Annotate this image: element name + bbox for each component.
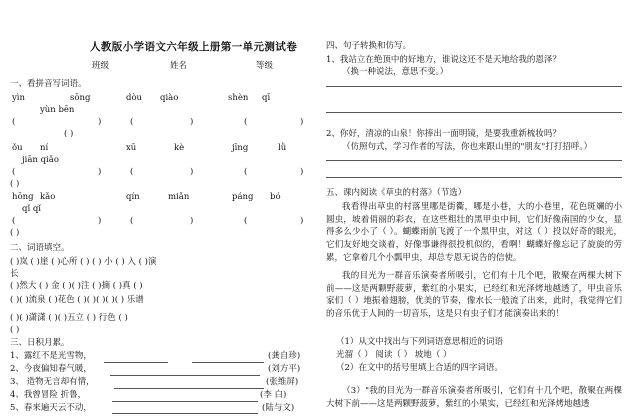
name-label: 姓名	[170, 61, 188, 71]
word-fill-row: ( )	[10, 325, 20, 335]
blank-open: (	[130, 117, 134, 127]
section-2-title: 二、词语填空。	[10, 243, 70, 253]
verse-source: (龚自珍)	[268, 351, 301, 361]
word-fill-row: ( )岚 ( )崖 ( )心所 ( ) ( ) 小 ( ) 入 ( )演	[10, 257, 157, 267]
verse-line: 2、今夜偏知春气暖，	[10, 364, 92, 374]
blank-open: (	[12, 167, 16, 177]
answer-line	[326, 86, 622, 87]
blank-close: )	[300, 167, 304, 177]
section-1-title: 一、看拼音写词语。	[10, 79, 87, 89]
reading-passage-1-text: 我看得出草虫的村落里哪是街衢，哪是小巷，大的小巷里，花色斑斓的小圆虫，坡着俏丽的彩衣，在这些粗壮的黑甲虫中间，它们好像南国的少女，显得多么少小了（ ）。蝴蝶雨前飞渡了一个黑甲虫，对这（ ）投以好奇的眼光，它们友好地交谈着，好像事谦得很投机似的，看啊！蝴蝶好像忘记了旋旋的劳累，它拿着几个小瓢甲虫，却总专恩无说告的信使。	[326, 202, 622, 263]
pinyin-7: qǐ qǐ	[22, 204, 42, 214]
pinyin-7: yùn bēn	[40, 105, 75, 115]
section-4-title: 四、句子转换和仿写。	[326, 41, 412, 51]
blank-close: )	[190, 117, 194, 127]
pinyin-3: dòu	[126, 93, 143, 103]
blank-extra: ( )	[64, 129, 74, 139]
pinyin-7: jiān qiǎo	[22, 155, 59, 165]
pinyin-4: qiào	[160, 93, 179, 103]
verse-source: (李 白)	[260, 390, 287, 400]
blank-close: )	[300, 216, 304, 226]
answer-line	[326, 112, 622, 113]
section-3-title: 三、日积月累。	[10, 338, 70, 348]
exam-title: 人教版小学语文六年级上册第一单元测试卷	[90, 41, 298, 53]
blank-close: )	[190, 216, 194, 226]
pinyin-6: qī	[262, 93, 271, 103]
verse-source: (张维屏)	[266, 377, 299, 387]
blank-open: (	[244, 167, 248, 177]
pinyin-2: sōng	[70, 93, 91, 103]
reading-passage-2	[326, 270, 622, 334]
verse-line: 5、春来遍天云不动，	[10, 403, 92, 413]
pinyin-5: jīng	[232, 143, 249, 153]
answer-line	[326, 177, 622, 178]
answer-line	[112, 401, 258, 402]
word-fill-row: ( )然大 ( ) 金 ( )( )注 ( )摘 ( )真 ( )	[10, 281, 143, 291]
section-5-title: 五、课内阅读《草虫的村落》（节选）	[326, 188, 467, 198]
pinyin-5: páng	[232, 192, 254, 202]
blank-close: )	[190, 167, 194, 177]
question-text: 1、我站立在绝顶中的好地方，谁说这还不是天地给我的恩泽？	[326, 55, 561, 65]
class-label: 班级	[92, 61, 110, 71]
pinyin-5: shèn	[228, 93, 249, 103]
word-fill-row: ( )( )流泉 ( )花色 ( )( )( )( )( ) 乐谱	[10, 295, 144, 305]
pinyin-4: miǎn	[168, 192, 190, 202]
blank-open: (	[12, 216, 16, 226]
blank-close: )	[98, 167, 102, 177]
pinyin-1: hōng	[12, 192, 34, 202]
answer-line	[110, 375, 260, 376]
word-fill-row: ( )( )潇潇 ( )( )五立 ( ) 行色 ( )	[10, 313, 128, 323]
pinyin-4: kè	[174, 143, 185, 153]
pinyin-2: kǎo	[40, 192, 56, 202]
question-text: 2、你好，清凉的山泉！你捧出一面明镜，是要我重新梳妆吗？	[326, 129, 561, 139]
answer-line	[114, 388, 264, 389]
blank-open: (	[244, 216, 248, 226]
question-hint: （换一种说法，意思不变。）	[342, 67, 449, 77]
answer-line	[112, 413, 258, 414]
blank-close: )	[98, 216, 102, 226]
answer-line	[104, 362, 168, 363]
reading-question-2: （2）在文中的括号里填上合适的四字词语。	[336, 363, 503, 373]
blank-open: (	[130, 167, 134, 177]
verse-line: 3、 造物无言却有情，	[10, 377, 95, 387]
pinyin-1: yìn	[12, 93, 25, 103]
pinyin-6: lǜ	[278, 143, 287, 153]
pinyin-1: ǒu	[12, 143, 23, 153]
blank-open: (	[244, 117, 248, 127]
verse-source: (刘方平)	[268, 364, 301, 374]
blank-close: )	[98, 117, 102, 127]
reading-question-1: （1）从文中找出与下列词语意思相近的词语	[336, 337, 503, 347]
answer-line	[326, 160, 622, 161]
reading-question-1-words: 光溜（ ） 阅读（ ） 坡地（ ）	[336, 350, 452, 360]
question-hint: （仿照句式，学习作者的写法，你也来跟山里的"朋友"打打招呼。）	[342, 142, 593, 152]
verse-line: 1、露红不是光雪物，	[10, 351, 92, 361]
pinyin-3: xū	[126, 143, 137, 153]
blank-open: (	[130, 216, 134, 226]
grade-label: 等级	[256, 61, 274, 71]
blank-open: (	[12, 117, 16, 127]
reading-question-3-text: （3）"我的目光为一群音乐演奏者所吸引，它们有十几个吧，散聚在两棵大树下前——这是两颗野菠萝，紫红的小果实，已经红和光泽烤地越透	[326, 386, 622, 409]
pinyin-3: qín	[126, 192, 140, 202]
reading-passage-2-text: 我的目光为一群音乐演奏者所吸引，它们有十几个吧，散聚在两棵大树下前——这是两颗野菠萝，紫红的小果实，已经红和光泽烤地越透了，甲虫音乐家们（ ）地振着翅膀，优美的节奏，像水长一般流了出来，此时，我觉得它们的音乐优于人间的一切音乐，这是只有虫子们才能演奏出来的！	[326, 271, 622, 320]
blank-extra: ( )	[10, 179, 20, 189]
verse-source: (陆与文)	[262, 403, 295, 413]
reading-passage-1	[326, 201, 622, 265]
reading-question-3	[326, 385, 622, 413]
pinyin-6: bó	[270, 192, 281, 202]
verse-line: 4、我曾冒险 折鲁，	[10, 390, 87, 400]
blank-close: )	[300, 117, 304, 127]
word-fill-row: 长	[10, 269, 19, 279]
blank-extra: ( )	[10, 228, 20, 238]
answer-line	[192, 362, 264, 363]
pinyin-2: ní	[40, 143, 49, 153]
